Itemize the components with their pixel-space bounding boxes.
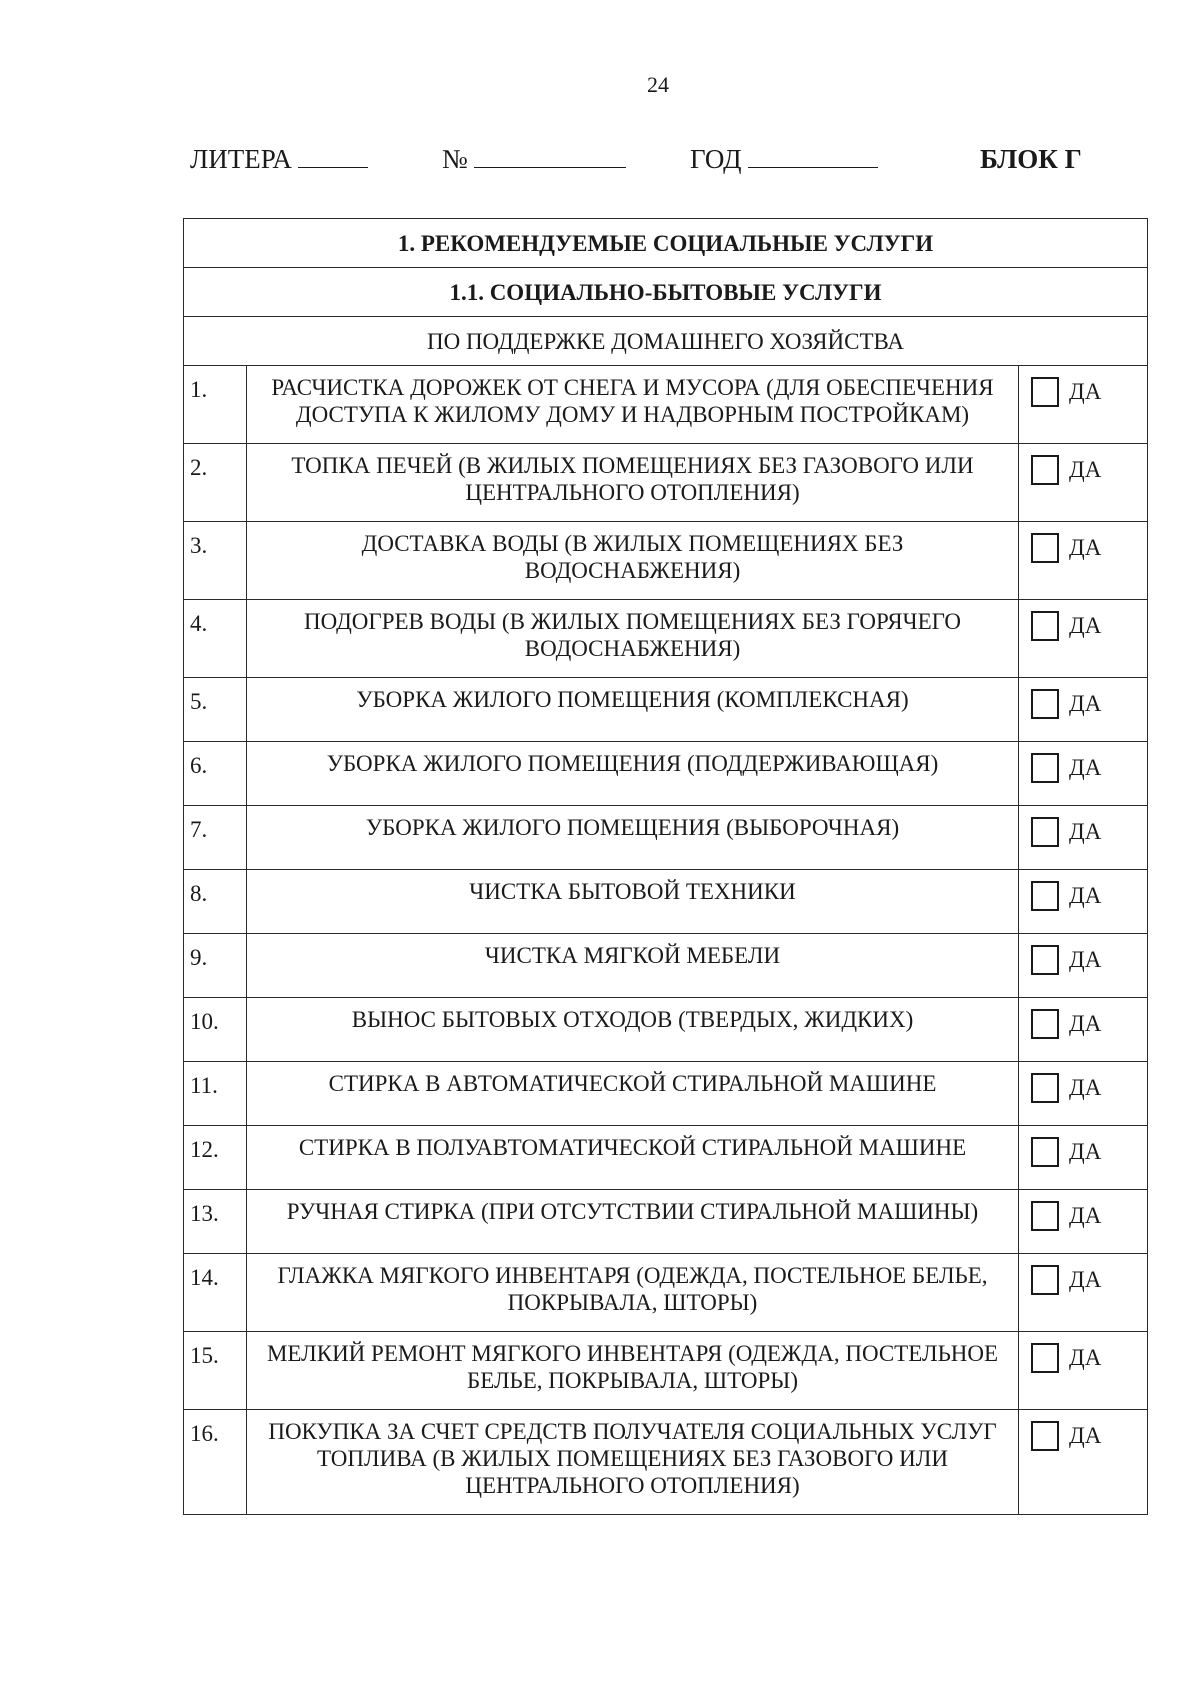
service-description [247, 998, 1019, 1062]
litera-blank[interactable] [298, 145, 368, 168]
yes-checkbox[interactable] [1031, 1073, 1059, 1103]
service-description-line: СТИРКА В ПОЛУАВТОМАТИЧЕСКОЙ СТИРАЛЬНОЙ МАШИНЕ [298, 1135, 967, 1160]
yes-checkbox[interactable] [1031, 611, 1059, 641]
service-description-line: УБОРКА ЖИЛОГО ПОМЕЩЕНИЯ (ВЫБОРОЧНАЯ) [365, 815, 900, 840]
yes-checkbox[interactable] [1031, 689, 1059, 719]
service-description-line: ТОПКА ПЕЧЕЙ (В ЖИЛЫХ ПОМЕЩЕНИЯХ БЕЗ ГАЗОВОГО ИЛИ [291, 453, 974, 478]
service-row [184, 870, 1148, 934]
yes-label: ДА [1069, 883, 1102, 909]
row-number: 8. [184, 870, 247, 934]
yes-label: ДА [1069, 613, 1102, 639]
year-field [690, 144, 878, 175]
year-blank[interactable] [748, 145, 878, 168]
row-number: 2. [184, 444, 247, 522]
service-description-line: РУЧНАЯ СТИРКА (ПРИ ОТСУТСТВИИ СТИРАЛЬНОЙ МАШИНЫ) [286, 1199, 979, 1224]
services-table [183, 218, 1148, 1515]
service-row [184, 678, 1148, 742]
service-description-line: ДОСТАВКА ВОДЫ (В ЖИЛЫХ ПОМЕЩЕНИЯХ БЕЗ [361, 531, 904, 556]
section-row [184, 219, 1148, 268]
yes-checkbox-cell [1019, 678, 1148, 742]
yes-checkbox-cell [1019, 444, 1148, 522]
yes-label: ДА [1069, 1267, 1102, 1293]
service-description-line: БЕЛЬЕ, ПОКРЫВАЛА, ШТОРЫ) [467, 1368, 798, 1393]
yes-checkbox-cell [1019, 1410, 1148, 1515]
service-description [247, 1254, 1019, 1332]
service-row [184, 1062, 1148, 1126]
row-number: 10. [184, 998, 247, 1062]
row-number: 3. [184, 522, 247, 600]
yes-checkbox-cell [1019, 1254, 1148, 1332]
service-description [247, 934, 1019, 998]
yes-checkbox-cell [1019, 806, 1148, 870]
yes-label: ДА [1069, 755, 1102, 781]
service-row [184, 1254, 1148, 1332]
row-number: 16. [184, 1410, 247, 1515]
yes-label: ДА [1069, 819, 1102, 845]
yes-label: ДА [1069, 535, 1102, 561]
row-number: 14. [184, 1254, 247, 1332]
yes-label: ДА [1069, 1345, 1102, 1371]
yes-label: ДА [1069, 1423, 1102, 1449]
yes-checkbox-cell [1019, 742, 1148, 806]
service-description-line: МЕЛКИЙ РЕМОНТ МЯГКОГО ИНВЕНТАРЯ (ОДЕЖДА, ПОСТЕЛЬНОЕ [266, 1341, 999, 1366]
service-row [184, 998, 1148, 1062]
service-row [184, 1190, 1148, 1254]
yes-checkbox-cell [1019, 522, 1148, 600]
service-description [247, 742, 1019, 806]
yes-label: ДА [1069, 1203, 1102, 1229]
service-row [184, 806, 1148, 870]
yes-checkbox-cell [1019, 998, 1148, 1062]
service-description-line: УБОРКА ЖИЛОГО ПОМЕЩЕНИЯ (КОМПЛЕКСНАЯ) [356, 687, 909, 712]
litera-field [190, 144, 368, 175]
subsection-title: 1.1. СОЦИАЛЬНО-БЫТОВЫЕ УСЛУГИ [184, 268, 1148, 317]
yes-checkbox[interactable] [1031, 1265, 1059, 1295]
row-number: 13. [184, 1190, 247, 1254]
yes-checkbox[interactable] [1031, 753, 1059, 783]
service-description-line: ПОКРЫВАЛА, ШТОРЫ) [507, 1290, 758, 1315]
service-description-line: СТИРКА В АВТОМАТИЧЕСКОЙ СТИРАЛЬНОЙ МАШИНЕ [328, 1071, 937, 1096]
service-description [247, 600, 1019, 678]
yes-checkbox[interactable] [1031, 945, 1059, 975]
service-row [184, 1332, 1148, 1410]
yes-checkbox[interactable] [1031, 817, 1059, 847]
service-row [184, 444, 1148, 522]
service-row [184, 742, 1148, 806]
service-description-line: ТОПЛИВА (В ЖИЛЫХ ПОМЕЩЕНИЯХ БЕЗ ГАЗОВОГО ИЛИ [317, 1446, 948, 1471]
service-description-line: УБОРКА ЖИЛОГО ПОМЕЩЕНИЯ (ПОДДЕРЖИВАЮЩАЯ) [326, 751, 939, 776]
number-blank[interactable] [474, 145, 626, 168]
subsection-row [184, 268, 1148, 317]
service-description [247, 444, 1019, 522]
service-row [184, 934, 1148, 998]
yes-checkbox[interactable] [1031, 1343, 1059, 1373]
group-title: ПО ПОДДЕРЖКЕ ДОМАШНЕГО ХОЗЯЙСТВА [184, 317, 1148, 366]
yes-checkbox-cell [1019, 1126, 1148, 1190]
yes-label: ДА [1069, 457, 1102, 483]
service-row [184, 366, 1148, 444]
service-description-line: ВОДОСНАБЖЕНИЯ) [524, 558, 741, 583]
row-number: 6. [184, 742, 247, 806]
yes-checkbox[interactable] [1031, 1421, 1059, 1451]
row-number: 9. [184, 934, 247, 998]
yes-checkbox-cell [1019, 1062, 1148, 1126]
yes-checkbox[interactable] [1031, 1009, 1059, 1039]
service-description-line: ПОДОГРЕВ ВОДЫ (В ЖИЛЫХ ПОМЕЩЕНИЯХ БЕЗ ГОРЯЧЕГО [304, 609, 961, 634]
page-number: 24 [647, 72, 669, 97]
yes-checkbox-cell [1019, 870, 1148, 934]
yes-checkbox[interactable] [1031, 377, 1059, 407]
service-description [247, 1332, 1019, 1410]
number-field [442, 144, 626, 175]
service-description-line: РАСЧИСТКА ДОРОЖЕК ОТ СНЕГА И МУСОРА (ДЛЯ ОБЕСПЕЧЕНИЯ [271, 375, 994, 400]
service-description [247, 678, 1019, 742]
litera-label: ЛИТЕРА [190, 144, 292, 174]
service-description-line: ГЛАЖКА МЯГКОГО ИНВЕНТАРЯ (ОДЕЖДА, ПОСТЕЛЬНОЕ БЕЛЬЕ, [277, 1263, 988, 1288]
row-number: 7. [184, 806, 247, 870]
yes-label: ДА [1069, 1075, 1102, 1101]
yes-checkbox[interactable] [1031, 1201, 1059, 1231]
service-description-line: ЧИСТКА БЫТОВОЙ ТЕХНИКИ [469, 879, 796, 904]
yes-label: ДА [1069, 379, 1102, 405]
service-description [247, 1126, 1019, 1190]
row-number: 12. [184, 1126, 247, 1190]
service-description-line: ЦЕНТРАЛЬНОГО ОТОПЛЕНИЯ) [465, 480, 800, 505]
service-description [247, 870, 1019, 934]
form-header [190, 144, 1100, 178]
yes-label: ДА [1069, 1011, 1102, 1037]
yes-checkbox-cell [1019, 1332, 1148, 1410]
service-row [184, 1410, 1148, 1515]
service-description [247, 366, 1019, 444]
yes-checkbox[interactable] [1031, 1137, 1059, 1167]
service-description-line: ВЫНОС БЫТОВЫХ ОТХОДОВ (ТВЕРДЫХ, ЖИДКИХ) [351, 1007, 914, 1032]
service-description [247, 522, 1019, 600]
row-number: 5. [184, 678, 247, 742]
service-description [247, 1410, 1019, 1515]
yes-checkbox[interactable] [1031, 881, 1059, 911]
number-label: № [442, 144, 468, 174]
service-description-line: ВОДОСНАБЖЕНИЯ) [524, 636, 741, 661]
section-title: 1. РЕКОМЕНДУЕМЫЕ СОЦИАЛЬНЫЕ УСЛУГИ [184, 219, 1148, 268]
yes-label: ДА [1069, 691, 1102, 717]
row-number: 1. [184, 366, 247, 444]
row-number: 11. [184, 1062, 247, 1126]
service-description-line: ЧИСТКА МЯГКОЙ МЕБЕЛИ [484, 943, 781, 968]
yes-label: ДА [1069, 1139, 1102, 1165]
yes-label: ДА [1069, 947, 1102, 973]
service-description-line: ПОКУПКА ЗА СЧЕТ СРЕДСТВ ПОЛУЧАТЕЛЯ СОЦИАЛЬНЫХ УСЛУГ [268, 1419, 997, 1444]
year-label: ГОД [690, 144, 742, 174]
service-description-line: ЦЕНТРАЛЬНОГО ОТОПЛЕНИЯ) [465, 1473, 800, 1498]
service-description [247, 806, 1019, 870]
yes-checkbox-cell [1019, 366, 1148, 444]
service-description [247, 1062, 1019, 1126]
group-row [184, 317, 1148, 366]
yes-checkbox-cell [1019, 600, 1148, 678]
block-label: БЛОК Г [980, 144, 1082, 174]
yes-checkbox-cell [1019, 1190, 1148, 1254]
yes-checkbox[interactable] [1031, 455, 1059, 485]
service-row [184, 600, 1148, 678]
yes-checkbox[interactable] [1031, 533, 1059, 563]
yes-checkbox-cell [1019, 934, 1148, 998]
service-description-line: ДОСТУПА К ЖИЛОМУ ДОМУ И НАДВОРНЫМ ПОСТРОЙКАМ) [295, 402, 970, 427]
service-row [184, 522, 1148, 600]
row-number: 15. [184, 1332, 247, 1410]
service-description [247, 1190, 1019, 1254]
service-row [184, 1126, 1148, 1190]
row-number: 4. [184, 600, 247, 678]
